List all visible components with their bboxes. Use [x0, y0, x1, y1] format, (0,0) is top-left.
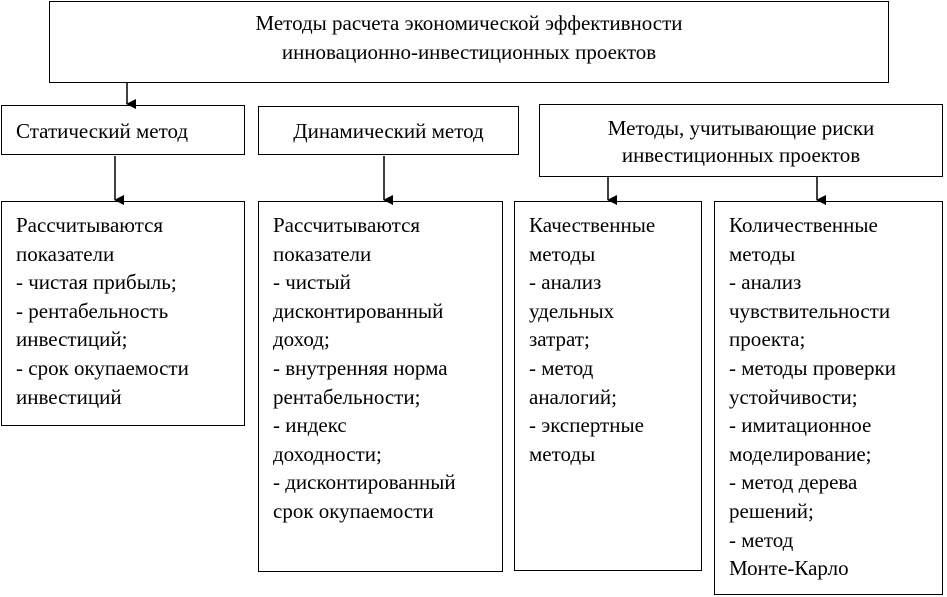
dynamic-details-line: показатели — [273, 241, 372, 266]
quantitative-line: - метод дерева — [729, 470, 858, 495]
dynamic-details-line: Рассчитываются — [273, 213, 421, 237]
quantitative-line: - имитационное — [729, 413, 872, 438]
quantitative-line: Количественные — [729, 213, 878, 237]
quantitative-line: - анализ — [729, 270, 802, 295]
quantitative-line: проекта; — [729, 327, 806, 352]
dynamic-details-line: - дисконтированный — [273, 470, 456, 495]
dynamic-details-line: дисконтированный — [273, 298, 444, 323]
dynamic-details-line: доход; — [273, 327, 330, 352]
qualitative-line: удельных — [529, 298, 615, 323]
quantitative-line: решений; — [729, 498, 814, 523]
qualitative-line: методы — [529, 241, 596, 266]
dynamic-method-label: Динамический метод — [293, 119, 484, 143]
qualitative-line: - анализ — [529, 270, 602, 295]
static-details-line: инвестиций — [16, 384, 122, 409]
static-details-line: - чистая прибыль; — [16, 270, 177, 295]
qualitative-line: - экспертные — [529, 413, 644, 438]
static-details-line: - рентабельность — [16, 298, 169, 323]
risk-methods-line-1: Методы, учитывающие риски — [607, 116, 875, 140]
static-details-line: Рассчитываются — [16, 213, 164, 237]
dynamic-details-line: - индекс — [273, 413, 347, 438]
static-details-line: - срок окупаемости — [16, 355, 189, 380]
quantitative-line: Монте-Карло — [729, 556, 849, 581]
quantitative-line: чувствительности — [729, 298, 891, 323]
dynamic-details-line: срок окупаемости — [273, 498, 434, 523]
dynamic-details-line: - внутренняя норма — [273, 355, 448, 380]
quantitative-line: устойчивости; — [729, 384, 858, 409]
dynamic-details-line: рентабельности; — [273, 384, 421, 409]
qualitative-line: - метод — [529, 355, 594, 380]
title-line-2: инновационно-инвестиционных проектов — [281, 40, 657, 64]
static-method-label: Статический метод — [16, 119, 189, 143]
risk-methods-line-2: инвестиционных проектов — [621, 143, 861, 167]
dynamic-details-line: - чистый — [273, 270, 351, 295]
quantitative-line: - метод — [729, 527, 794, 552]
quantitative-line: - методы проверки — [729, 355, 896, 380]
qualitative-line: аналогий; — [529, 384, 617, 409]
static-details-line: инвестиций; — [16, 327, 128, 352]
quantitative-line: моделирование; — [729, 441, 872, 466]
dynamic-details-line: доходности; — [273, 441, 382, 466]
qualitative-line: затрат; — [529, 327, 590, 352]
qualitative-line: методы — [529, 441, 596, 466]
quantitative-line: методы — [729, 241, 796, 266]
static-details-line: показатели — [16, 241, 115, 266]
qualitative-line: Качественные — [529, 213, 656, 237]
title-line-1: Методы расчета экономической эффективности — [255, 11, 683, 35]
